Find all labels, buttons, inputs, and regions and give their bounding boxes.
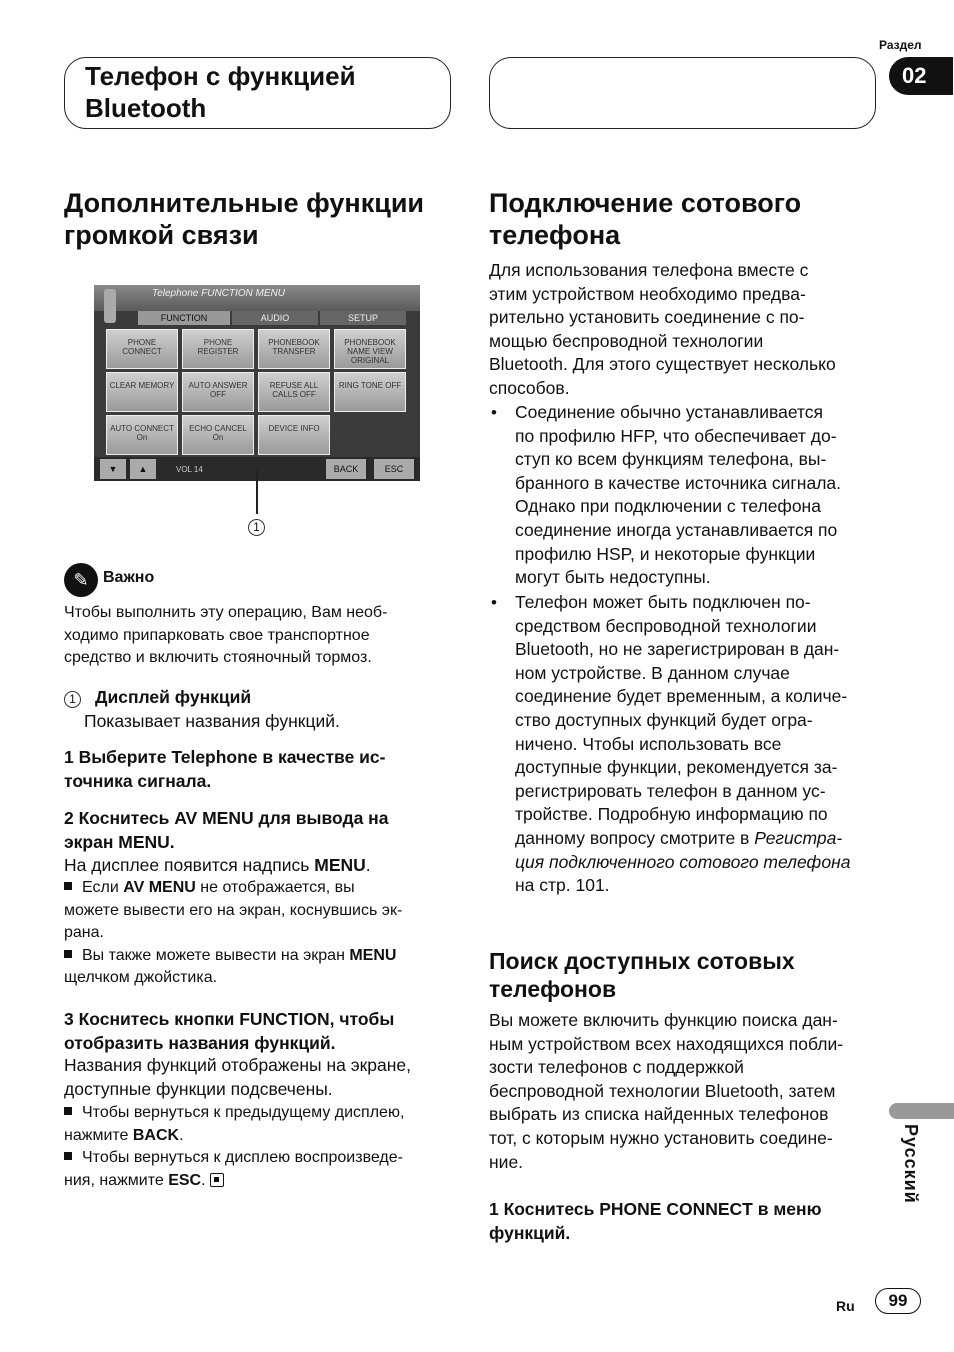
left-step-3-notes: Чтобы вернуться к предыдущему дисплею, нажмите BACK. Чтобы вернуться к дисплею воспроизведе- ния, нажмите ESC. xyxy=(64,1104,405,1189)
section-label: Раздел xyxy=(879,38,922,52)
screen-cell: DEVICE INFO xyxy=(258,415,330,455)
section-number-badge: 02 xyxy=(889,57,953,95)
square-bullet-icon xyxy=(64,1107,72,1115)
right-search-text: Вы можете включить функцию поиска дан- ным устройством всех находящихся побли- зости телефонов с поддержкой беспроводной технологии Bluetooth, затем выбрать из списка найденных телефонов тот, с которым нужно установить соедине- ние. xyxy=(489,1010,844,1172)
screen-cell: PHONEBOOK NAME VIEW ORIGINAL xyxy=(334,329,406,369)
square-bullet-icon xyxy=(64,1152,72,1160)
left-step-2-text: На дисплее появится надпись MENU. xyxy=(64,855,371,875)
screen-tab-setup: SETUP xyxy=(320,311,406,325)
right-subheading: Поиск доступных сотовых телефонов xyxy=(489,948,795,1002)
left-heading: Дополнительные функции громкой связи xyxy=(64,188,425,250)
callout-item: 1 Дисплей функций Показывает названия функций. xyxy=(64,686,340,733)
callout-number: 1 xyxy=(248,518,265,536)
left-step-2-notes: Если AV MENU не отображается, вы можете вывести его на экран, коснувшись эк- рана. Вы также можете вывести на экран MENU щелчком джойстика. xyxy=(64,879,403,986)
screen-esc-button: ESC xyxy=(374,459,414,479)
header-empty-box xyxy=(489,57,876,129)
chevron-up-icon: ▲ xyxy=(130,459,156,479)
screen-tab-audio: AUDIO xyxy=(232,311,318,325)
screen-title: Telephone FUNCTION MENU xyxy=(152,288,286,299)
left-step-3: 3 Коснитесь кнопки FUNCTION, чтобы отобразить названия функций. xyxy=(64,1009,395,1053)
left-step-3-text: Названия функций отображены на экране, доступные функции подсвечены. xyxy=(64,1055,412,1099)
screen-back-button: BACK xyxy=(326,459,366,479)
page-number: 99 xyxy=(875,1288,921,1314)
screen-cell: PHONEBOOK TRANSFER xyxy=(258,329,330,369)
square-bullet-icon xyxy=(64,950,72,958)
important-label: Важно xyxy=(103,569,155,586)
right-step-1: 1 Коснитесь PHONE CONNECT в меню функций. xyxy=(489,1199,822,1243)
callout-line xyxy=(256,470,258,514)
right-intro: Для использования телефона вместе с этим устройством необходимо предва- рительно установить соединение с по- мощью беспроводной технологии Bluetooth. Для этого существует несколько способов. xyxy=(489,260,836,398)
bullet-dot-icon: • xyxy=(491,403,497,422)
screen-cell: AUTO ANSWER OFF xyxy=(182,372,254,412)
screen-cell: PHONE REGISTER xyxy=(182,329,254,369)
footer-lang-code: Ru xyxy=(836,1298,855,1314)
screen-tabs xyxy=(94,311,420,325)
right-heading: Подключение сотового телефона xyxy=(489,188,802,250)
important-icon: ✎ xyxy=(64,563,98,597)
screen-cell: PHONE CONNECT xyxy=(106,329,178,369)
screen-cell: AUTO CONNECT On xyxy=(106,415,178,455)
important-text: Чтобы выполнить эту операцию, Вам необ- ходимо припарковать свое транспортное средство и включить стояночный тормоз. xyxy=(64,604,388,666)
language-label: Русский xyxy=(901,1124,921,1204)
screen-tab-function: FUNCTION xyxy=(138,311,230,325)
chevron-down-icon: ▼ xyxy=(100,459,126,479)
bullet-dot-icon: • xyxy=(491,593,497,612)
screen-cell: REFUSE ALL CALLS OFF xyxy=(258,372,330,412)
screen-cell: ECHO CANCEL On xyxy=(182,415,254,455)
chapter-title: Телефон с функцией Bluetooth xyxy=(85,61,356,123)
left-step-2: 2 Коснитесь AV MENU для вывода на экран MENU. xyxy=(64,808,389,852)
function-menu-screenshot xyxy=(94,285,420,481)
right-bullet-2: • Телефон может быть подключен по- средством беспроводной технологии Bluetooth, но не зарегистрирован в дан- ном устройстве. В данном случае соединение будет временным, а количе- ство доступных функций будет огра- ничено. Чтобы использовать все доступные функции, рекомендуется за- регистрировать телефон в данном ус- тройстве. Подробную информацию по данному вопросу смотрите в Регистра- ция подключенного сотового телефона на стр. 101. xyxy=(491,592,851,896)
square-bullet-icon xyxy=(64,882,72,890)
screen-cell: RING TONE OFF xyxy=(334,372,406,412)
right-bullet-1: • Соединение обычно устанавливается по профилю HFP, что обеспечивает до- ступ ко всем функциям телефона, вы- бранного в качестве источника сигнала. Однако при подключении с телефона соединение иногда устанавливается по профилю HSP, и некоторые функции могут быть недоступны. xyxy=(491,402,841,588)
chapter-title-box xyxy=(64,57,451,129)
screen-cell: CLEAR MEMORY xyxy=(106,372,178,412)
language-tab xyxy=(889,1103,954,1119)
screen-volume: VOL 14 xyxy=(176,465,203,474)
end-mark-icon xyxy=(210,1173,224,1187)
left-step-1: 1 Выберите Telephone в качестве ис- точника сигнала. xyxy=(64,747,386,791)
